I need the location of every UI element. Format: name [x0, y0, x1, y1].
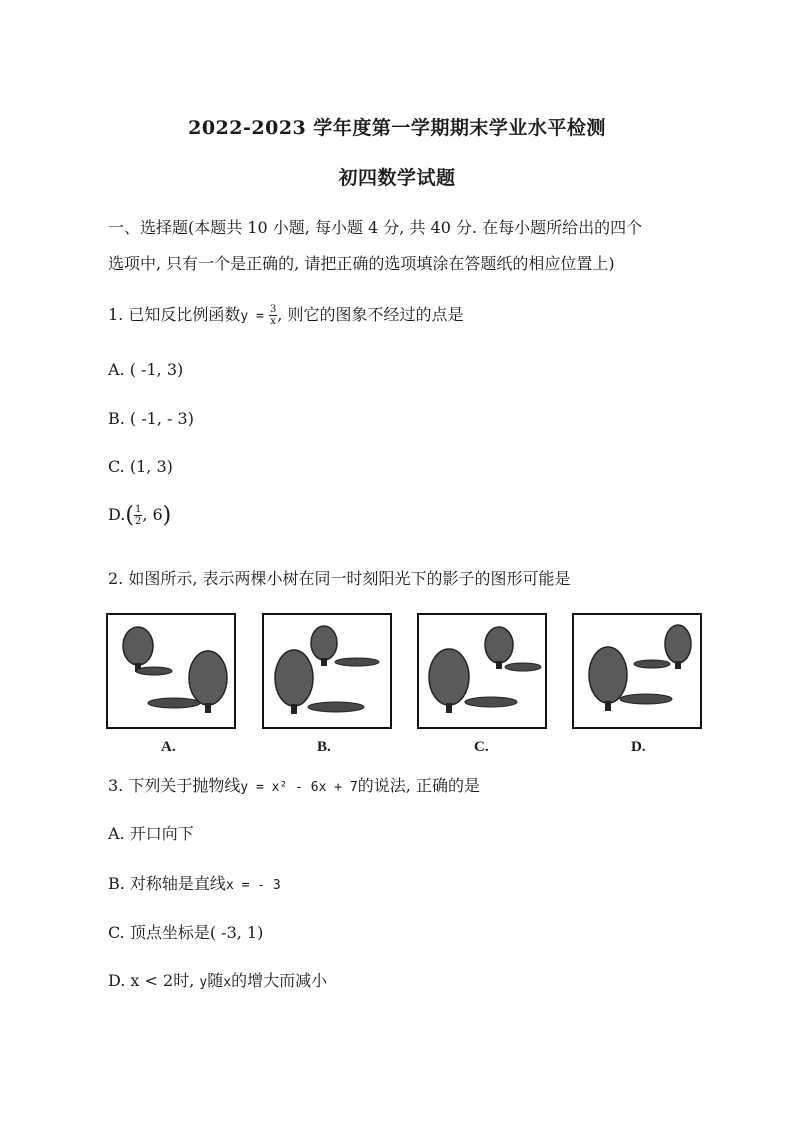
question-3-option-d [108, 968, 327, 991]
option-d-label: D. [108, 505, 126, 524]
question-1-formula-lhs: y = [240, 309, 264, 324]
figure-d [572, 613, 702, 729]
page-title: 2022-2023 学年度第一学期期末学业水平检测 [188, 117, 606, 139]
question-3-text: 3. 下列关于抛物线 [108, 776, 241, 795]
question-1-option-a: A. ( -1, 3) [108, 360, 184, 379]
figure-c [417, 613, 547, 729]
option-d-var-x: x [223, 975, 232, 990]
question-1-option-d [108, 503, 171, 528]
figure-c-caption: C. [474, 739, 489, 755]
option-b-text: B. 对称轴是直线 [108, 874, 226, 893]
question-3-option-c: C. 顶点坐标是( -3, 1) [108, 923, 264, 942]
question-3-text-after: 的说法, 正确的是 [357, 776, 480, 795]
figure-b [262, 613, 392, 729]
option-b-formula: x = - 3 [225, 878, 281, 893]
tree-shadow-illustration [264, 615, 390, 727]
question-3-option-b [108, 871, 281, 894]
open-paren: ( [125, 503, 134, 528]
fraction-numerator: 3 [269, 304, 277, 315]
figure-a-caption: A. [161, 739, 176, 755]
option-d-rest: , 6 [142, 505, 163, 524]
fraction-numerator: 1 [134, 504, 142, 515]
question-3-formula: y = x² - 6x + 7 [240, 780, 358, 795]
question-1-stem [108, 302, 464, 327]
option-d-text-2: 随 [207, 971, 224, 990]
instructions-line-2: 选项中, 只有一个是正确的, 请把正确的选项填涂在答题纸的相应位置上) [108, 254, 615, 273]
question-1-text-after: , 则它的图象不经过的点是 [277, 305, 464, 324]
question-2-stem: 2. 如图所示, 表示两棵小树在同一时刻阳光下的影子的图形可能是 [108, 569, 571, 588]
question-3-stem [108, 773, 480, 796]
figure-d-caption: D. [631, 739, 646, 755]
tree-shadow-illustration [419, 615, 545, 727]
fraction-denominator: 2 [134, 516, 142, 527]
option-d-text-3: 的增大而减小 [231, 971, 328, 990]
question-2-figures [106, 613, 706, 763]
figure-b-caption: B. [317, 739, 331, 755]
tree-shadow-illustration [108, 615, 234, 727]
close-paren: ) [162, 503, 172, 528]
option-d-text-1: 时, [173, 971, 200, 990]
page-subtitle: 初四数学试题 [338, 167, 456, 189]
question-1-text: 1. 已知反比例函数 [108, 305, 241, 324]
instructions-line-1: 一、选择题(本题共 10 小题, 每小题 4 分, 共 40 分. 在每小题所给出的四个 [108, 218, 643, 237]
section-instructions [108, 210, 708, 282]
question-1-option-c: C. (1, 3) [108, 457, 173, 476]
tree-shadow-illustration [574, 615, 700, 727]
option-d-formula: D. x < 2 [108, 971, 174, 990]
option-d-var-y: y [199, 975, 208, 990]
fraction-denominator: x [270, 316, 276, 327]
question-1-option-b: B. ( -1, - 3) [108, 409, 194, 428]
question-3-option-a: A. 开口向下 [108, 824, 194, 843]
figure-a [106, 613, 236, 729]
